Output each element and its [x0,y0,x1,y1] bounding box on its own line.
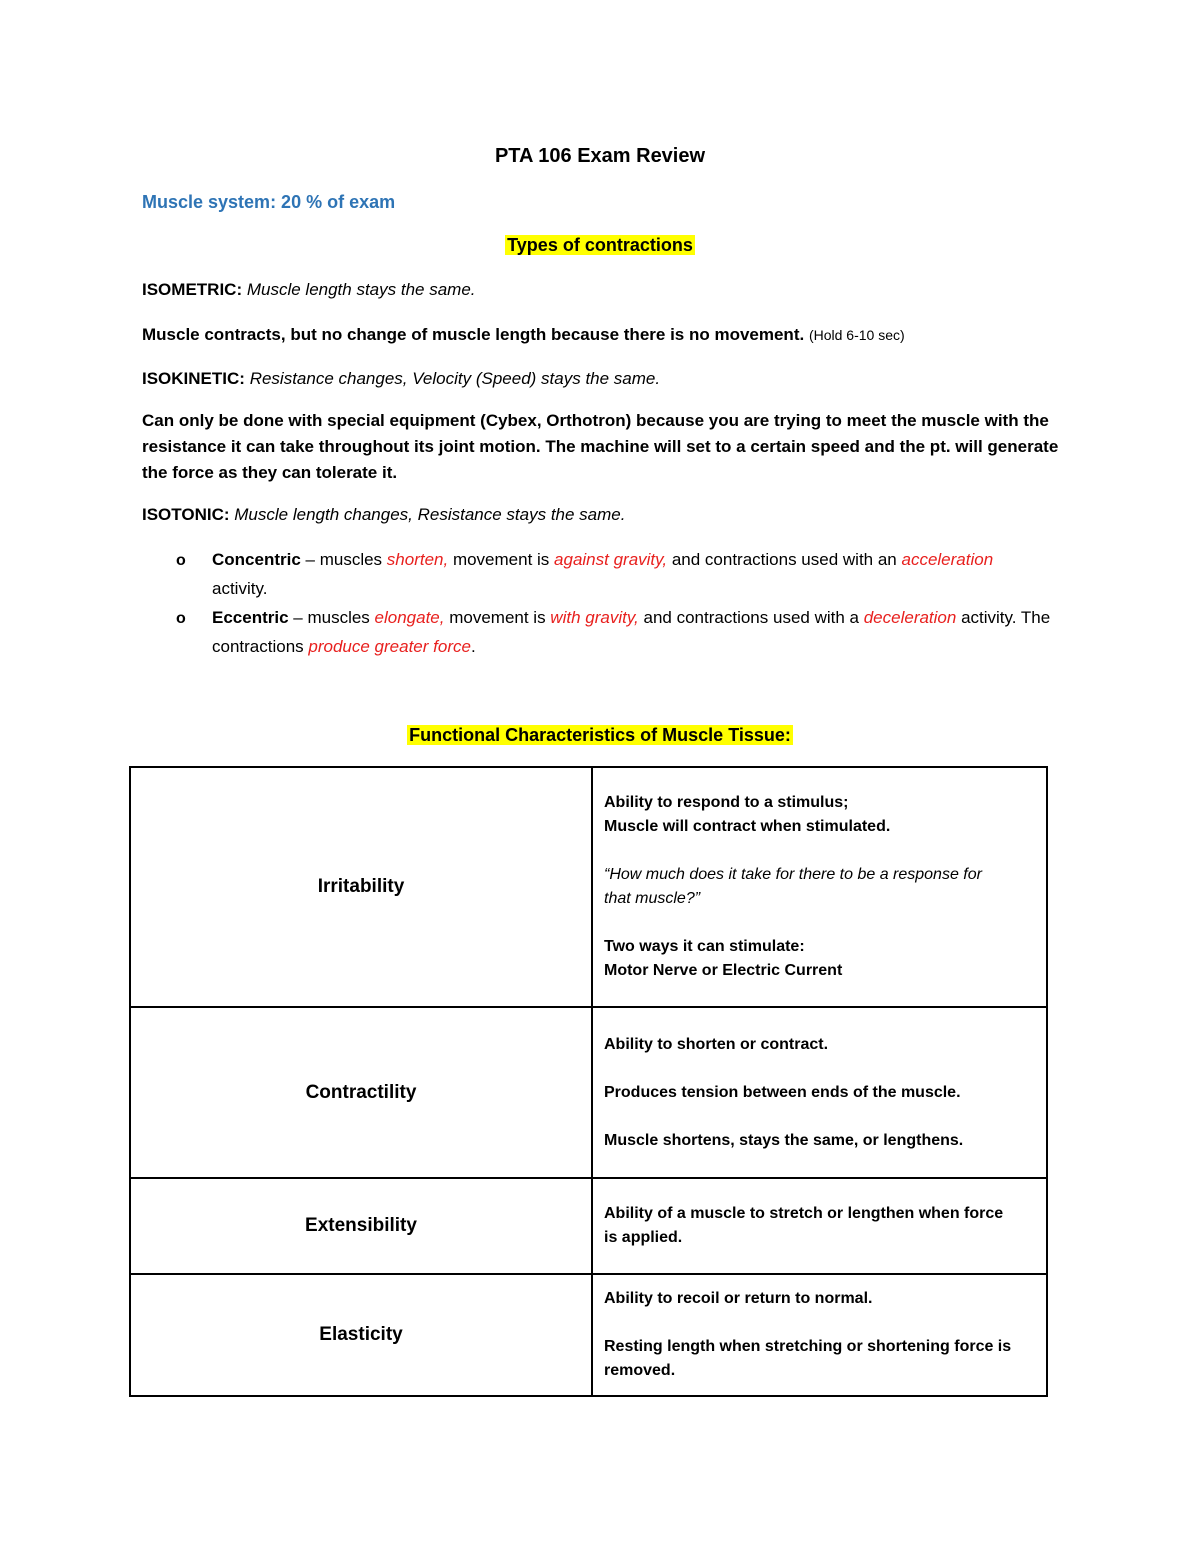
functional-heading-wrap [0,725,1200,746]
isometric-note: Muscle contracts, but no change of muscle length because there is no movement. [142,325,805,344]
types-heading: Types of contractions [507,235,693,255]
isometric-label: ISOMETRIC: [142,280,243,299]
isometric-desc: Muscle length stays the same. [246,280,476,299]
section-label: Muscle system: 20 % of exam [142,192,396,212]
types-heading-wrap [0,235,1200,256]
definition-cell: Ability to respond to a stimulus; Muscle will contract when stimulated. “How much does it take for there to be a response for that muscle?” Two ways it can stimulate: Motor Nerve or Electric Current [592,767,1047,1007]
isotonic-label: ISOTONIC: [142,505,230,524]
characteristics-table [129,766,1048,1397]
definition-cell: Ability to recoil or return to normal. Resting length when stretching or shortening force is removed. [592,1274,1047,1396]
table-row [130,1178,1047,1274]
definition-cell: Ability to shorten or contract. Produces tension between ends of the muscle. Muscle shortens, stays the same, or lengthens. [592,1007,1047,1178]
isokinetic-note: Can only be done with special equipment (Cybex, Orthotron) because you are trying to meet the muscle with the resistance it can take throughout its joint motion. The machine will set to a certain speed and the pt. will generate the force as they can tolerate it. [142,411,1059,482]
table-row [130,1007,1047,1178]
definition-cell: Ability of a muscle to stretch or lengthen when force is applied. [592,1178,1047,1274]
isokinetic-line [142,369,660,389]
isotonic-line [142,505,625,525]
bullet-eccentric: Eccentric – muscles elongate, movement is with gravity, and contractions used with a deceleration activity. The contractions produce greater force. [212,608,1051,656]
isokinetic-label: ISOKINETIC: [142,369,245,388]
term-cell: Extensibility [130,1178,592,1274]
bullet-marker: o [176,552,186,569]
functional-heading: Functional Characteristics of Muscle Tissue: [409,725,791,745]
isokinetic-desc: Resistance changes, Velocity (Speed) stays the same. [249,369,661,388]
isometric-line [142,280,476,300]
bullet-marker: o [176,610,186,627]
term-cell: Irritability [130,767,592,1007]
isometric-note-line [142,325,905,345]
term-cell: Contractility [130,1007,592,1178]
isotonic-desc: Muscle length changes, Resistance stays the same. [234,505,626,524]
table-row [130,767,1047,1007]
term-cell: Elasticity [130,1274,592,1396]
page-title: PTA 106 Exam Review [494,145,706,167]
bullet-concentric: Concentric – muscles shorten, movement is against gravity, and contractions used with an acceleration activity. [212,550,994,598]
isometric-hold: (Hold 6-10 sec) [808,327,905,343]
table-row [130,1274,1047,1396]
